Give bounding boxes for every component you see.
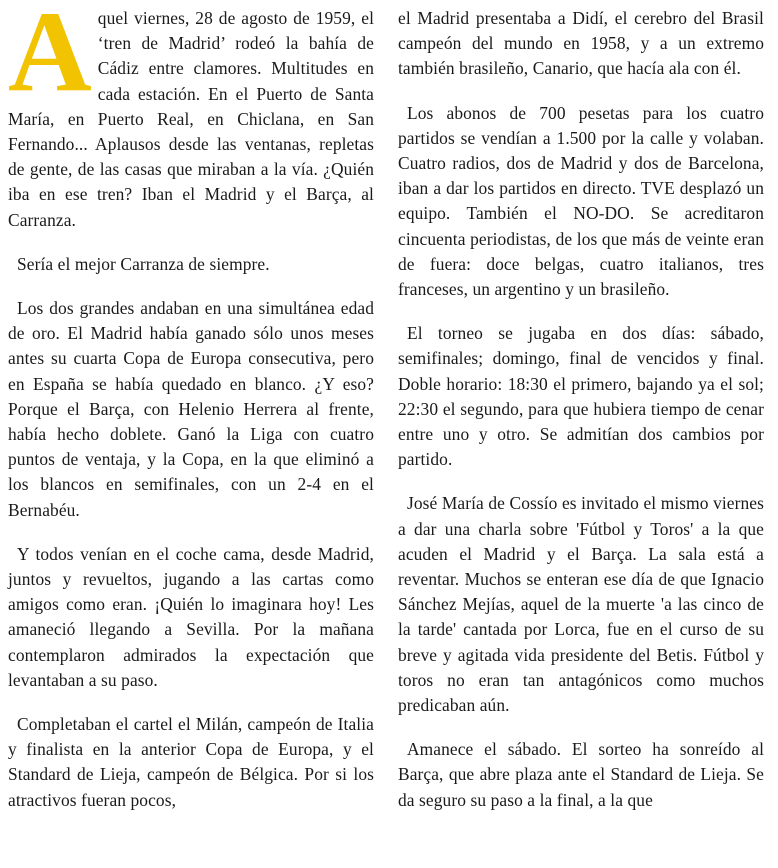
paragraph: el Madrid presentaba a Didí, el cerebro del Brasil campeón del mundo en 1958, y a un extremo también brasileño, Canario, que hacía ala con él. — [398, 8, 764, 79]
paragraph: José María de Cossío es invitado el mismo viernes a dar una charla sobre 'Fútbol y Toros' a la que acuden el Madrid y el Barça. La sala está a reventar. Muchos se enteran ese día de que Ignacio Sánchez Mejías, aquel de la muerte 'a las cinco de la tarde' cantada por Lorca, fue en el curso de su breve y agitada vida presidente del Betis. Fútbol y toros no eran tan antagónicos como muchos predicaban aún. — [398, 493, 764, 716]
paragraph: Amanece el sábado. El sorteo ha sonreído al Barça, que abre plaza ante el Standard de Lieja. Se da seguro su paso a la final, a la que — [398, 739, 764, 810]
paragraph: Sería el mejor Carranza de siempre. — [17, 253, 270, 274]
paragraph-text: quel viernes, 28 de agosto de 1959, el ‘tren de Madrid’ rodeó la bahía de Cádiz entre clamores. Multitudes en cada estación. En el Puerto de Santa María, en Puerto Real, en Chiclana, en San Fernando... Aplausos desde las ventanas, repletas de gente, de las casas que miraban a la vía. ¿Quién iba en ese tren? Iban el Madrid y el Barça, al Carranza. — [8, 8, 374, 230]
paragraph: Los dos grandes andaban en una simultánea edad de oro. El Madrid había ganado sólo unos meses antes su cuarta Copa de Europa consecutiva, pero en España se había quedado en blanco. ¿Y eso? Porque el Barça, con Helenio Herrera al frente, había hecho doblete. Ganó la Liga con cuatro puntos de ventaja, y la Copa, en la que eliminó a los blancos en semifinales, con un 2-4 en el Bernabéu. — [8, 298, 374, 520]
paragraph: Los abonos de 700 pesetas para los cuatro partidos se vendían a 1.500 por la calle y volaban. Cuatro radios, dos de Madrid y dos de Barcelona, iban a dar los partidos en directo. TVE desplazó un equipo. También el NO-DO. Se acreditaron cincuenta periodistas, de los que más de veinte eran de fuera: doce belgas, cuatro italianos, tres franceses, un argentino y un brasileño. — [398, 102, 764, 300]
paragraph: El torneo se jugaba en dos días: sábado, semifinales; domingo, final de vencidos y final. Doble horario: 18:30 el primero, bajando ya el sol; 22:30 el segundo, para que hubiera tiempo de cenar entre uno y otro. Se admitían dos cambios por partido. — [398, 323, 764, 470]
paragraph-lead — [8, 0, 374, 233]
right-column — [398, 6, 764, 868]
paragraph: Completaban el cartel el Milán, campeón de Italia y finalista en la anterior Copa de Europa, y el Standard de Lieja, campeón de Bélgica. Por si los atractivos fueran pocos, — [8, 714, 374, 810]
left-column — [8, 0, 374, 868]
drop-cap: A — [8, 0, 92, 116]
paragraph: Y todos venían en el coche cama, desde Madrid, juntos y revueltos, jugando a las cartas como amigos como eran. ¡Quién lo imaginara hoy! Les amaneció llegando a Sevilla. Por la mañana contemplaron admirados la expectación que levantaban a su paso. — [8, 543, 374, 690]
